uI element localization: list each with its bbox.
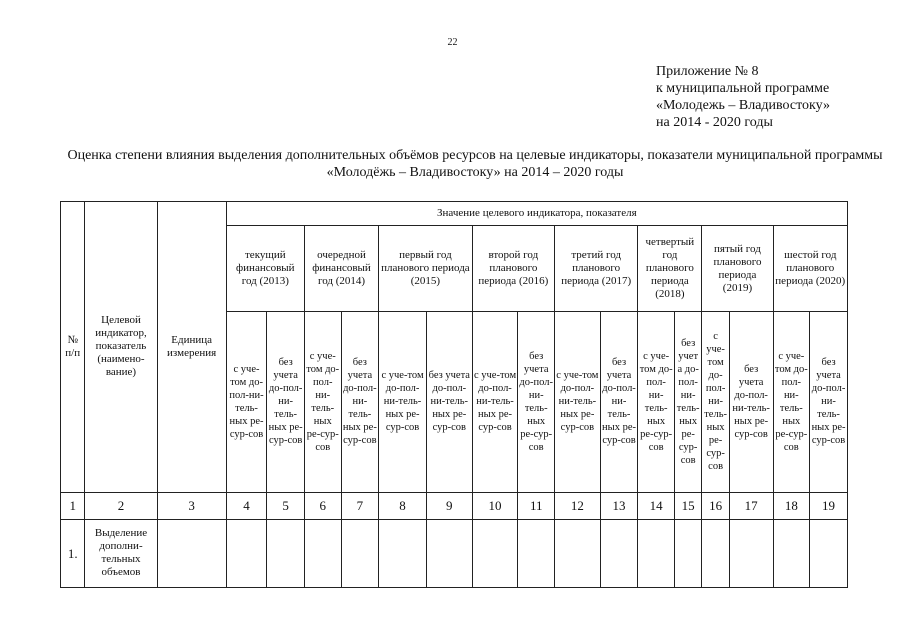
subheader-with: с уче-том до-пол-ни-тель-ных ре-сур-сов — [702, 312, 729, 492]
subheader-with: с уче-том до-пол-ни-тель-ных ре-сур-сов — [638, 312, 675, 492]
column-number: 4 — [226, 492, 267, 519]
subheader-without: без учета до-пол-ни-тель-ных ре-сур-сов — [518, 312, 555, 492]
column-number: 5 — [267, 492, 305, 519]
subheader-without: без учета до-пол-ни-тель-ных ре-сур-сов — [426, 312, 472, 492]
subheader-with: с уче-том до-пол-ни-тель-ных ре-сур-сов — [379, 312, 427, 492]
table-cell — [600, 519, 638, 587]
column-number: 13 — [600, 492, 638, 519]
row-number: 1. — [61, 519, 85, 587]
table-cell — [729, 519, 773, 587]
subheader-with: с уче-том до-пол-ни-тель-ных ре-сур-сов — [226, 312, 267, 492]
appendix-line: «Молодежь – Владивостоку» — [656, 98, 831, 113]
subheader-without: без учета до-пол-ни-тель-ных ре-сур-сов — [600, 312, 638, 492]
table-cell — [226, 519, 267, 587]
column-number: 16 — [702, 492, 729, 519]
subheader-without: без учета до-пол-ни-тель-ных ре-сур-сов — [341, 312, 379, 492]
page-number: 22 — [447, 37, 458, 48]
table-cell — [638, 519, 675, 587]
column-number: 2 — [85, 492, 157, 519]
table-row — [61, 519, 848, 587]
table-cell — [773, 519, 810, 587]
table-cell — [426, 519, 472, 587]
column-number: 12 — [555, 492, 601, 519]
subheader-with: с уче-том до-пол-ни-тель-ных ре-сур-сов — [304, 312, 341, 492]
header-value: Значение целевого индикатора, показателя — [226, 202, 847, 226]
subheader-without: без учета до-пол-ни-тель-ных ре-сур-сов — [810, 312, 848, 492]
row-name: Выделение дополни-тельных объемов — [85, 519, 157, 587]
column-number: 15 — [674, 492, 701, 519]
column-number: 3 — [157, 492, 226, 519]
indicator-table — [60, 201, 848, 588]
header-period: очередной финансовый год (2014) — [304, 226, 378, 312]
header-period: первый год планового периода (2015) — [379, 226, 473, 312]
column-number: 11 — [518, 492, 555, 519]
column-number: 18 — [773, 492, 810, 519]
table-cell — [304, 519, 341, 587]
table-cell — [674, 519, 701, 587]
subheader-without: без учета до-пол-ни-тель-ных ре-сур-сов — [267, 312, 305, 492]
subheader-without: без учета до-пол-ни-тель-ных ре-сур-сов — [674, 312, 701, 492]
column-number: 7 — [341, 492, 379, 519]
column-number: 14 — [638, 492, 675, 519]
column-number: 17 — [729, 492, 773, 519]
table-cell — [472, 519, 518, 587]
appendix-line: Приложение № 8 — [656, 64, 759, 79]
table-cell — [341, 519, 379, 587]
column-number: 1 — [61, 492, 85, 519]
subheader-with: с уче-том до-пол-ни-тель-ных ре-сур-сов — [555, 312, 601, 492]
document-title: Оценка степени влияния выделения дополнительных объёмов ресурсов на целевые индикаторы, показатели муниципальной программы «Молодёжь – Владивостоку» на 2014 – 2020 годы — [67, 148, 883, 180]
table-cell — [702, 519, 729, 587]
column-number: 6 — [304, 492, 341, 519]
header-period: текущий финансовый год (2013) — [226, 226, 304, 312]
table-cell — [810, 519, 848, 587]
header-period: четвертый год планового периода (2018) — [638, 226, 702, 312]
subheader-with: с уче-том до-пол-ни-тель-ных ре-сур-сов — [773, 312, 810, 492]
header-period: второй год планового периода (2016) — [472, 226, 554, 312]
table-cell — [518, 519, 555, 587]
appendix-header — [656, 63, 830, 131]
header-period: третий год планового периода (2017) — [555, 226, 638, 312]
column-number: 8 — [379, 492, 427, 519]
appendix-line: к муниципальной программе — [656, 81, 830, 96]
appendix-line: на 2014 - 2020 годы — [656, 115, 773, 130]
column-number: 19 — [810, 492, 848, 519]
header-period: шестой год планового периода (2020) — [773, 226, 847, 312]
table-cell — [555, 519, 601, 587]
table-cell — [267, 519, 305, 587]
subheader-without: без учета до-пол-ни-тель-ных ре-сур-сов — [729, 312, 773, 492]
header-indicator: Целевой индикатор, показатель (наимено-вание) — [85, 202, 157, 493]
column-number: 10 — [472, 492, 518, 519]
column-number: 9 — [426, 492, 472, 519]
header-period: пятый год планового периода (2019) — [702, 226, 773, 312]
table-cell — [157, 519, 226, 587]
subheader-with: с уче-том до-пол-ни-тель-ных ре-сур-сов — [472, 312, 518, 492]
table-cell — [379, 519, 427, 587]
header-number: № п/п — [61, 202, 85, 493]
header-unit: Единица измерения — [157, 202, 226, 493]
